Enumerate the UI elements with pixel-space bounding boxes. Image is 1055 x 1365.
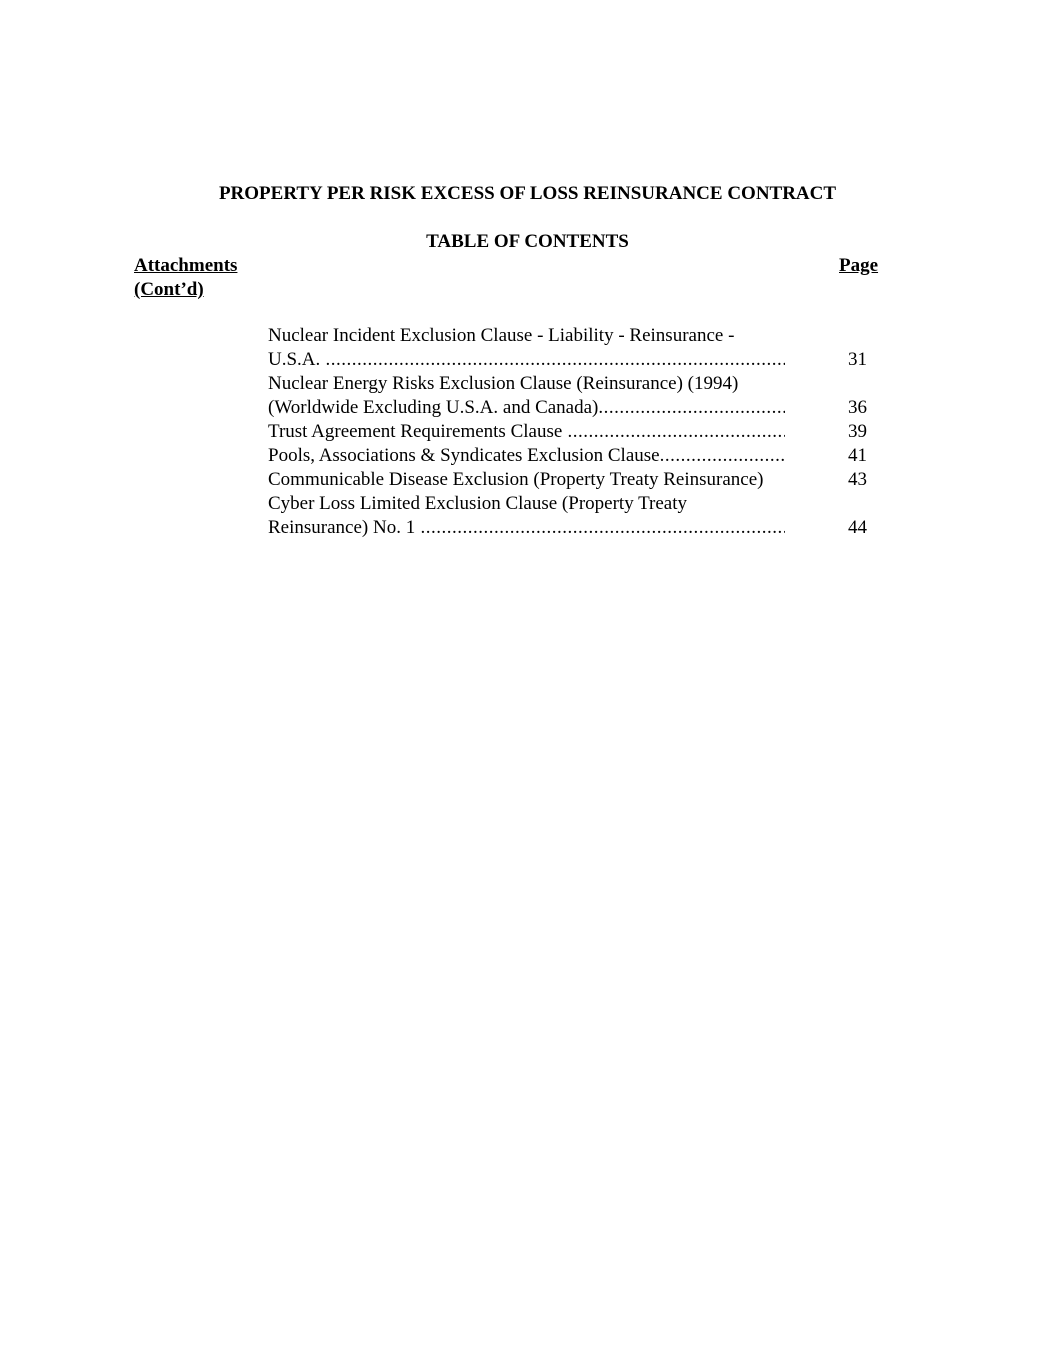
toc-entry-trust-agreement[interactable] <box>268 420 878 444</box>
toc-heading: TABLE OF CONTENTS <box>426 231 629 252</box>
toc-entry-text-line2: U.S.A. <box>268 349 321 370</box>
toc-entry-text-row <box>268 468 878 492</box>
toc-entry-page-number: 43 <box>848 469 867 490</box>
toc-entry-page-number: 39 <box>848 421 867 442</box>
toc-entry-text-line2: (Worldwide Excluding U.S.A. and Canada) <box>268 397 599 418</box>
toc-entry-text-line2-row <box>268 396 785 420</box>
attachments-column-heading <box>134 254 237 302</box>
toc-entry-communicable-disease[interactable] <box>268 468 878 492</box>
toc-entry-page-number: 41 <box>848 445 867 466</box>
toc-entry-page-number: 36 <box>848 397 867 418</box>
dot-leader <box>320 348 785 372</box>
toc-list <box>268 324 878 540</box>
toc-entry-text: Pools, Associations & Syndicates Exclusion Clause <box>268 445 660 466</box>
toc-entry-text-line2-row <box>268 348 785 372</box>
toc-entry-text-row <box>268 444 785 468</box>
toc-entry-cyber-loss[interactable] <box>268 492 878 540</box>
toc-entry-text-row <box>268 420 785 444</box>
toc-entry-text-line1: Cyber Loss Limited Exclusion Clause (Property Treaty <box>268 493 688 514</box>
toc-entry-text-line2-row <box>268 516 785 540</box>
toc-entry-text: Communicable Disease Exclusion (Property Treaty Reinsurance) <box>268 469 764 490</box>
toc-entry-text: Trust Agreement Requirements Clause <box>268 421 563 442</box>
document-title: PROPERTY PER RISK EXCESS OF LOSS REINSURANCE CONTRACT <box>218 183 837 204</box>
dot-leader <box>598 396 785 420</box>
toc-entry-pools-associations[interactable] <box>268 444 878 468</box>
page-column-heading: Page <box>839 255 879 276</box>
toc-entry-text-line1: Nuclear Energy Risks Exclusion Clause (Reinsurance) (1994) <box>268 373 739 394</box>
dot-leader <box>562 420 785 444</box>
toc-entry-page-number: 44 <box>848 517 867 538</box>
dot-leader <box>660 444 785 468</box>
toc-entry-text-line2: Reinsurance) No. 1 <box>268 517 416 538</box>
attachments-label: Attachments <box>134 255 238 276</box>
toc-entry-page-number: 31 <box>848 349 867 370</box>
toc-entry-nuclear-incident[interactable] <box>268 324 878 372</box>
dot-leader <box>415 516 785 540</box>
toc-entry-text-line1: Nuclear Incident Exclusion Clause - Liability - Reinsurance - <box>268 325 735 346</box>
continued-label: (Cont’d) <box>134 279 204 300</box>
toc-entry-nuclear-energy[interactable] <box>268 372 878 420</box>
